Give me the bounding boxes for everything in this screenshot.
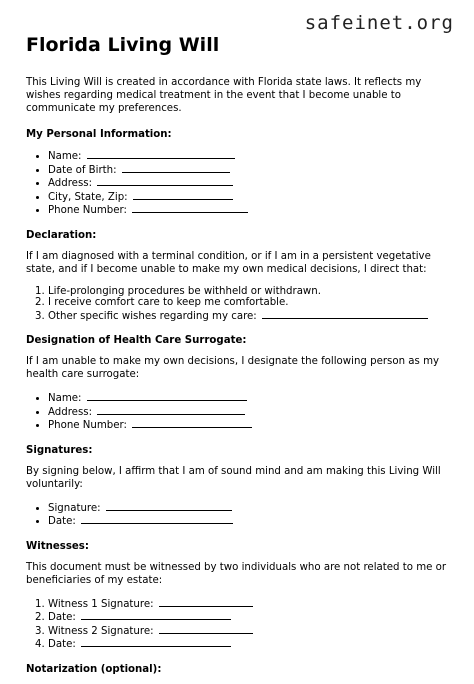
list-item: 2. Date: bbox=[48, 610, 450, 624]
list-item: • Signature: bbox=[48, 501, 450, 515]
surrogate-text: If I am unable to make my own decisions, I designate the following person as my health care surrogate: bbox=[26, 356, 440, 380]
blank-line bbox=[97, 405, 245, 415]
surrogate-heading: Designation of Health Care Surrogate: bbox=[26, 335, 247, 346]
list-item: • Date: bbox=[48, 514, 450, 528]
list-item: • City, State, Zip: bbox=[48, 190, 450, 204]
blank-line bbox=[106, 501, 232, 511]
blank-line bbox=[159, 624, 253, 634]
personal-info-heading: My Personal Information: bbox=[26, 129, 172, 140]
list-item: • Date of Birth: bbox=[48, 163, 450, 177]
list-item: 1. Witness 1 Signature: bbox=[48, 597, 450, 611]
signatures-heading: Signatures: bbox=[26, 444, 93, 456]
notarization-heading: Notarization (optional): bbox=[26, 663, 162, 675]
blank-line bbox=[132, 418, 252, 428]
declaration-text: If I am diagnosed with a terminal condition, or if I am in a persistent vegetative state, and if I become unable to make my own medical decisions, I direct that: bbox=[26, 250, 431, 275]
list-item: • Address: bbox=[48, 176, 450, 190]
blank-line bbox=[81, 637, 231, 647]
signatures-list bbox=[26, 501, 450, 528]
list-item: 3. Other specific wishes regarding my care: bbox=[48, 309, 450, 323]
blank-line bbox=[97, 176, 233, 186]
blank-line bbox=[262, 309, 428, 319]
surrogate-list bbox=[26, 391, 450, 432]
blank-line bbox=[81, 610, 231, 620]
list-item: • Name: bbox=[48, 149, 450, 163]
list-item: 1. Life-prolonging procedures be withheld or withdrawn. bbox=[48, 286, 450, 298]
blank-line bbox=[132, 203, 248, 213]
list-item: 3. Witness 2 Signature: bbox=[48, 624, 450, 638]
signatures-text: By signing below, I affirm that I am of sound mind and am making this Living Will voluntarily: bbox=[26, 465, 441, 490]
watermark: safeinet.org bbox=[304, 12, 454, 34]
witnesses-heading: Witnesses: bbox=[26, 540, 89, 552]
declaration-heading: Declaration: bbox=[26, 229, 97, 241]
declaration-list bbox=[26, 286, 450, 323]
list-item: 4. Date: bbox=[48, 637, 450, 651]
list-item: • Phone Number: bbox=[48, 203, 450, 217]
witnesses-list bbox=[26, 597, 450, 651]
list-item: • Phone Number: bbox=[48, 418, 450, 432]
blank-line bbox=[159, 597, 253, 607]
blank-line bbox=[133, 190, 233, 200]
list-item: • Address: bbox=[48, 405, 450, 419]
intro-paragraph: This Living Will is created in accordance with Florida state laws. It reflects my wishes regarding medical treatment in the event that I become unable to communicate my preferences. bbox=[26, 77, 422, 114]
witnesses-text: This document must be witnessed by two individuals who are not related to me or beneficiaries of my estate: bbox=[26, 561, 447, 586]
blank-line bbox=[87, 391, 247, 401]
list-item: • Name: bbox=[48, 391, 450, 405]
personal-info-list bbox=[26, 149, 450, 217]
blank-line bbox=[122, 163, 230, 173]
document-title: Florida Living Will bbox=[26, 34, 220, 56]
list-item: 2. I receive comfort care to keep me comfortable. bbox=[48, 297, 450, 309]
blank-line bbox=[87, 149, 235, 159]
document-page bbox=[26, 33, 450, 684]
blank-line bbox=[81, 514, 233, 524]
